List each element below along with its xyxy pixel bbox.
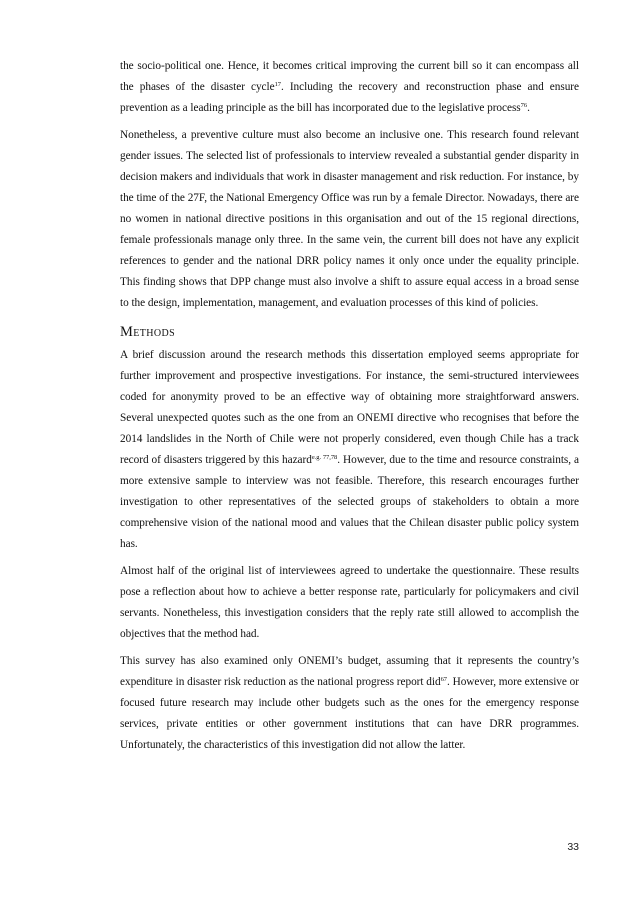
- section-heading-methods: Methods: [120, 324, 176, 340]
- citation-superscript: e.g. 77,78: [311, 454, 338, 461]
- paragraph-bill-improvement: [120, 56, 579, 119]
- paragraph-text: . However, more extensive or focused future research may include other budgets such as the ones for the emergency response services, private entities or other government institutions that can have DRR programmes. Unfortunately, the characteristics of this investigation did not allow the latter.: [120, 676, 579, 751]
- paragraph-text: A brief discussion around the research methods this dissertation employed seems appropriate for further improvement and prospective investigations. For instance, the semi-structured interviewees coded for anonymity proved to be an effective way of obtaining more straightforward answers. Several unexpected quotes such as the one from an ONEMI directive who recognises that before the 2014 landslides in the North of Chile were not properly considered, even though Chile has a track record of disasters triggered by this hazard: [120, 349, 579, 466]
- paragraph-text: Almost half of the original list of interviewees agreed to undertake the questionnaire. These results pose a reflection about how to achieve a better response rate, particularly for policymakers and civil servants. Nonetheless, this investigation considers that the reply rate still allowed to accomplish the objectives that the method had.: [120, 565, 579, 640]
- page-number: 33: [567, 841, 579, 853]
- citation-superscript: 76: [520, 102, 528, 109]
- paragraph-research-methods: [120, 345, 579, 555]
- citation-superscript: 17: [274, 81, 281, 88]
- paragraph-text: . However, due to the time and resource constraints, a more extensive sample to interview was not feasible. Therefore, this research encourages further investigation to other representatives of the selected groups of stakeholders to obtain a more comprehensive vision of the national mood and values that the Chilean disaster public policy system has.: [120, 454, 580, 550]
- paragraph-text: the socio-political one. Hence, it becomes critical improving the current bill so it can encompass all the phases of the disaster cycle: [120, 60, 579, 93]
- paragraph-text: Nonetheless, a preventive culture must also become an inclusive one. This research found relevant gender issues. The selected list of professionals to interview revealed a substantial gender disparity in decision makers and individuals that work in disaster management and risk reduction. For instance, by the time of the 27F, the National Emergency Office was run by a female Director. Nowadays, there are no women in national directive positions in this organisation and out of the 15 regional directions, female professionals manage only three. In the same vein, the current bill does not have any explicit references to gender and the national DRR policy names it only once under the equality principle. This finding shows that DPP change must also involve a shift to assure equal access in a broad sense to the design, implementation, management, and evaluation processes of this kind of policies.: [120, 129, 579, 309]
- paragraph-text: .: [527, 102, 530, 114]
- citation-superscript: 67: [440, 676, 447, 683]
- paragraph-budget-scope: [120, 651, 579, 756]
- body-text: [120, 56, 579, 762]
- paragraph-gender-issues: [120, 125, 579, 314]
- paragraph-response-rate: [120, 561, 579, 645]
- paragraph-text: This survey has also examined only ONEMI’s budget, assuming that it represents the country’s expenditure in disaster risk reduction as the national progress report did: [120, 655, 579, 688]
- paragraph-text: . Including the recovery and reconstruction phase and ensure prevention as a leading principle as the bill has incorporated due to the legislative process: [120, 81, 579, 114]
